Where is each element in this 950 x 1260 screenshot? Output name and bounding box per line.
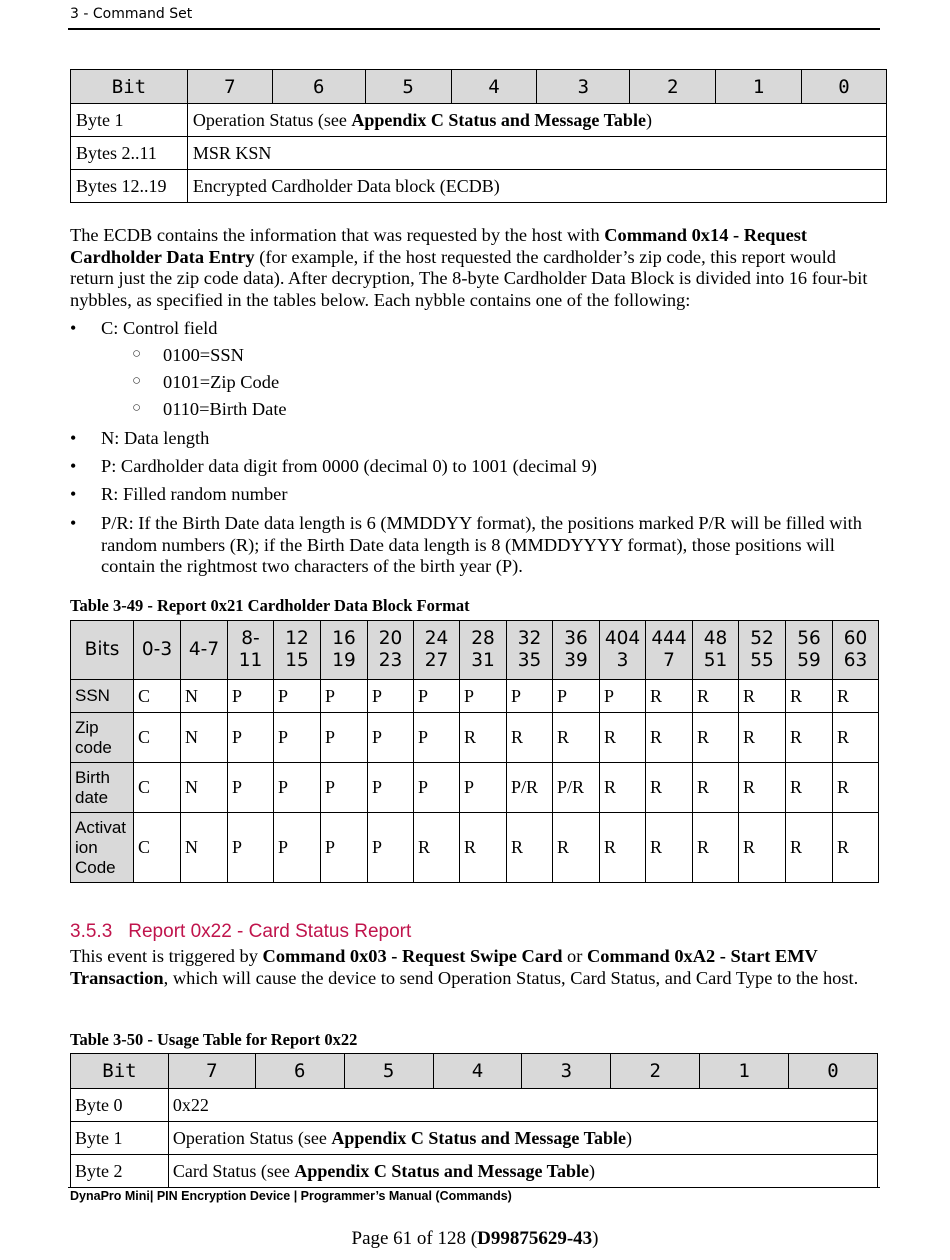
table-cell: P — [414, 763, 460, 813]
table-cell: P — [321, 680, 368, 713]
table-cell: C — [134, 813, 181, 883]
row-label: Byte 2 — [71, 1155, 169, 1188]
table-cell: R — [739, 713, 786, 763]
table-cell: R — [786, 713, 833, 763]
row-label: Byte 0 — [71, 1089, 169, 1122]
header-cell: 1 — [716, 70, 802, 104]
bullet-dot: • — [70, 484, 77, 504]
table-cell: P — [274, 713, 321, 763]
header-cell: 4-7 — [181, 621, 228, 680]
row-value: Card Status (see Appendix C Status and Message Table) — [168, 1155, 877, 1188]
table-cell: C — [134, 713, 181, 763]
table-header-row — [71, 70, 887, 104]
table-cell: P — [460, 763, 507, 813]
table-cell: C — [134, 680, 181, 713]
header-cell: 56 59 — [786, 621, 833, 680]
table-row — [71, 170, 887, 203]
table-cell: R — [833, 763, 879, 813]
row-value: MSR KSN — [187, 137, 886, 170]
header-cell: 48 51 — [693, 621, 739, 680]
table-row — [71, 104, 887, 137]
sub-bullet-ssn: 0100=SSN — [163, 345, 244, 365]
bullet-cardholder-digit: P: Cardholder data digit from 0000 (decimal 0) to 1001 (decimal 9) — [101, 456, 597, 476]
bullet-dot: • — [70, 318, 77, 338]
table-cell: P — [368, 713, 414, 763]
section-heading: 3.5.3 Report 0x22 - Card Status Report — [70, 921, 412, 942]
table-cell: R — [646, 680, 693, 713]
table-cell: R — [693, 813, 739, 883]
header-cell: 32 35 — [507, 621, 553, 680]
table-header-row — [71, 621, 879, 680]
table-row — [71, 137, 887, 170]
row-label: Byte 1 — [71, 1122, 169, 1155]
row-value: 0x22 — [168, 1089, 877, 1122]
table-cell: N — [181, 680, 228, 713]
usage-table-0x22 — [70, 1053, 878, 1188]
table-cell: R — [646, 763, 693, 813]
row-label: Byte 1 — [71, 104, 188, 137]
header-cell: 2 — [630, 70, 716, 104]
table-cell: R — [460, 813, 507, 883]
header-cell: 6 — [255, 1054, 344, 1089]
bullet-dot: • — [70, 428, 77, 448]
table-cell: P — [553, 680, 600, 713]
table-row — [71, 1122, 878, 1155]
table-cell: N — [181, 713, 228, 763]
header-cell: 2 — [611, 1054, 700, 1089]
table-cell: R — [786, 763, 833, 813]
header-cell: 3 — [537, 70, 630, 104]
table-header-row — [71, 1054, 878, 1089]
table-cell: R — [786, 813, 833, 883]
table-cell: P — [507, 680, 553, 713]
bullet-pr: P/R: If the Birth Date data length is 6 (MMDDYY format), the positions marked P/R will be filled with random numbers (R); if the Birth Date data length is 8 (MMDDYYYY format), those positions will contain the rightmost two characters of the birth year (P). — [101, 513, 862, 576]
row-label: SSN — [71, 680, 134, 713]
table-cell: N — [181, 763, 228, 813]
row-value: Operation Status (see Appendix C Status and Message Table) — [187, 104, 886, 137]
sub-bullet-circle: ○ — [132, 400, 142, 416]
table-cell: P — [321, 813, 368, 883]
header-cell: 28 31 — [460, 621, 507, 680]
footer-doc-title: DynaPro Mini| PIN Encryption Device | Programmer’s Manual (Commands) — [70, 1189, 512, 1203]
table-cell: R — [693, 763, 739, 813]
bullet-dot: • — [70, 513, 77, 533]
header-cell: 0 — [789, 1054, 878, 1089]
sub-bullet-circle: ○ — [132, 373, 142, 389]
header-cell: 6 — [272, 70, 365, 104]
header-cell: 7 — [168, 1054, 255, 1089]
table-cell: P — [368, 813, 414, 883]
table-row — [71, 680, 879, 713]
header-cell: 1 — [700, 1054, 789, 1089]
table-cell: R — [786, 680, 833, 713]
table-cell: P — [414, 713, 460, 763]
table-cell: P — [460, 680, 507, 713]
row-value: Encrypted Cardholder Data block (ECDB) — [187, 170, 886, 203]
header-cell: 20 23 — [368, 621, 414, 680]
page-header-title: 3 - Command Set — [70, 6, 193, 22]
header-cell: Bit — [71, 1054, 169, 1089]
header-cell: 7 — [187, 70, 272, 104]
table-cell: R — [600, 813, 646, 883]
table-cell: P — [368, 680, 414, 713]
table-cell: P — [228, 813, 274, 883]
table-row — [71, 1155, 878, 1188]
header-cell: Bit — [71, 70, 188, 104]
table-cell: R — [646, 713, 693, 763]
table-cell: P — [274, 680, 321, 713]
footer-rule — [68, 1187, 880, 1188]
header-rule — [68, 28, 880, 30]
table-cell: R — [553, 813, 600, 883]
table-cell: R — [739, 763, 786, 813]
table-cell: R — [507, 813, 553, 883]
bullet-dot: • — [70, 456, 77, 476]
table-cell: P — [414, 680, 460, 713]
table-row — [71, 763, 879, 813]
header-cell: 8- 11 — [228, 621, 274, 680]
table-cell: P/R — [507, 763, 553, 813]
table-cell: R — [739, 680, 786, 713]
table-cell: R — [507, 713, 553, 763]
header-cell: 16 19 — [321, 621, 368, 680]
cardholder-data-block-table — [70, 620, 879, 883]
header-cell: 5 — [344, 1054, 433, 1089]
bullet-data-length: N: Data length — [101, 428, 210, 448]
header-cell: Bits — [71, 621, 134, 680]
table-cell: P — [274, 763, 321, 813]
header-cell: 404 3 — [600, 621, 646, 680]
table-row — [71, 813, 879, 883]
bullet-random: R: Filled random number — [101, 484, 288, 504]
table-cell: R — [414, 813, 460, 883]
header-cell: 0 — [802, 70, 887, 104]
table-cell: R — [739, 813, 786, 883]
table-cell: P — [228, 713, 274, 763]
row-label: Activat ion Code — [71, 813, 134, 883]
table-cell: R — [600, 763, 646, 813]
sub-bullet-zip: 0101=Zip Code — [163, 372, 280, 392]
table-row — [71, 1089, 878, 1122]
table-cell: R — [646, 813, 693, 883]
ecdb-report-table — [70, 69, 887, 203]
header-cell: 24 27 — [414, 621, 460, 680]
header-cell: 5 — [365, 70, 451, 104]
table-cell: R — [693, 713, 739, 763]
header-cell: 444 7 — [646, 621, 693, 680]
table-cell: R — [833, 813, 879, 883]
table-3-50-caption: Table 3-50 - Usage Table for Report 0x22 — [70, 1030, 358, 1049]
header-cell: 0-3 — [134, 621, 181, 680]
section-description: This event is triggered by Command 0x03 - Request Swipe Card or Command 0xA2 - Start EMV Transaction, which will cause the device to send Operation Status, Card Status, and Card Type to the host. — [70, 946, 859, 988]
header-cell: 4 — [433, 1054, 522, 1089]
table-cell: P — [368, 763, 414, 813]
table-3-49-caption: Table 3-49 - Report 0x21 Cardholder Data Block Format — [70, 596, 470, 615]
bullet-control-field: C: Control field — [101, 318, 218, 338]
row-label: Bytes 2..11 — [71, 137, 188, 170]
page-number: Page 61 of 128 (D99875629-43) — [351, 1228, 599, 1249]
table-cell: R — [553, 713, 600, 763]
table-cell: P — [228, 763, 274, 813]
table-cell: R — [833, 680, 879, 713]
table-cell: P — [228, 680, 274, 713]
table-cell: P — [321, 763, 368, 813]
table-cell: P — [321, 713, 368, 763]
table-cell: N — [181, 813, 228, 883]
sub-bullet-circle: ○ — [132, 346, 142, 362]
header-cell: 3 — [522, 1054, 611, 1089]
row-label: Birth date — [71, 763, 134, 813]
header-cell: 60 63 — [833, 621, 879, 680]
row-value: Operation Status (see Appendix C Status and Message Table) — [168, 1122, 877, 1155]
table-cell: R — [600, 713, 646, 763]
table-cell: C — [134, 763, 181, 813]
table-cell: P — [274, 813, 321, 883]
table-cell: R — [833, 713, 879, 763]
table-cell: R — [460, 713, 507, 763]
table-cell: R — [693, 680, 739, 713]
ecdb-description: The ECDB contains the information that was requested by the host with Command 0x14 - Request Cardholder Data Entry (for example, if the host requested the cardholder’s zip code, this report would return just the zip code data). After decryption, The 8-byte Cardholder Data Block is divided into 16 four-bit nybbles, as specified in the tables below. Each nybble contains one of the following: — [70, 225, 868, 310]
header-cell: 4 — [451, 70, 537, 104]
row-label: Bytes 12..19 — [71, 170, 188, 203]
header-cell: 52 55 — [739, 621, 786, 680]
header-cell: 12 15 — [274, 621, 321, 680]
row-label: Zip code — [71, 713, 134, 763]
table-cell: P/R — [553, 763, 600, 813]
table-cell: P — [600, 680, 646, 713]
header-cell: 36 39 — [553, 621, 600, 680]
sub-bullet-birth: 0110=Birth Date — [163, 399, 287, 419]
table-row — [71, 713, 879, 763]
